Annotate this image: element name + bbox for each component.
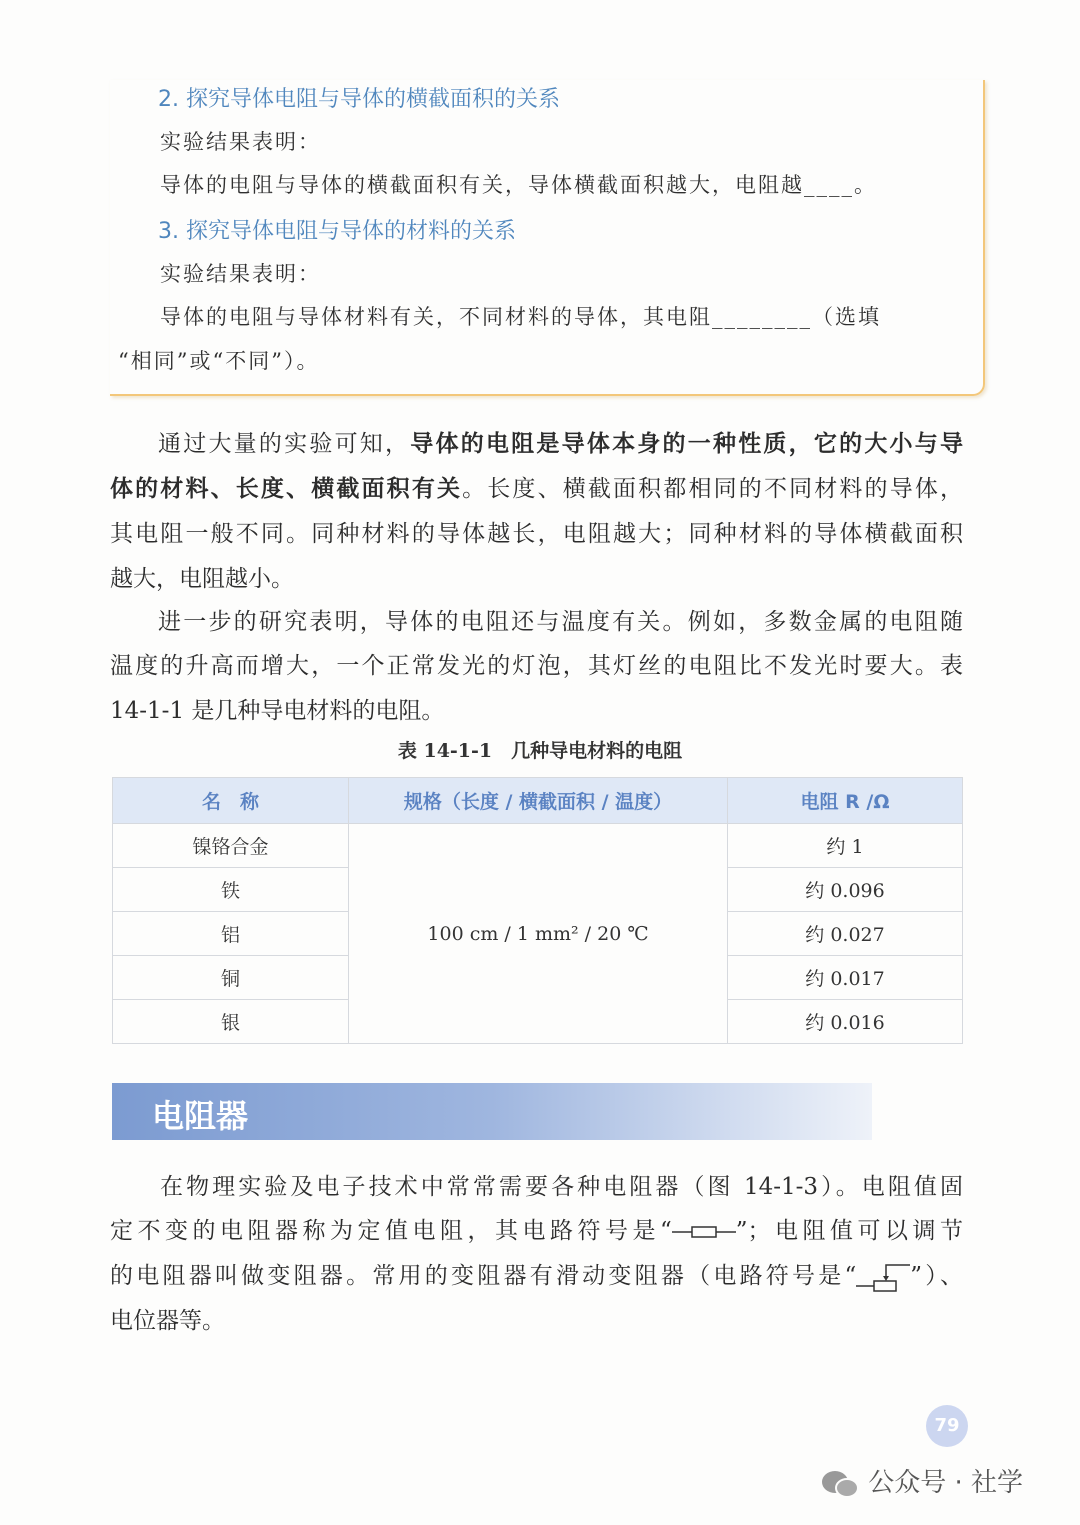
text: 。长度、横截面积都相同的不同材料的导体， — [462, 476, 964, 502]
para2-line: 温度的升高而增大，一个正常发光的灯泡，其灯丝的电阻比不发光时要大。表 — [110, 653, 963, 679]
para1-line: 其电阻一般不同。同种材料的导体越长，电阻越大；同种材料的导体横截面积 — [110, 521, 963, 547]
watermark-text: 公众号 · 社学 — [868, 1468, 1024, 1498]
watermark — [820, 1462, 1023, 1499]
para3-line — [110, 1257, 963, 1292]
text: ”；电阻值可以调节 — [735, 1218, 964, 1244]
bold-text: 导体的电阻是导体本身的一种性质，它的大小与导 — [410, 430, 964, 457]
para1-line — [110, 470, 963, 503]
section-title: 电阻器 — [152, 1097, 249, 1135]
resistance-value: 约 0.016 — [728, 1000, 963, 1044]
resistance-value: 约 0.017 — [728, 956, 963, 1000]
table-row — [113, 824, 963, 868]
text: ”）、 — [910, 1263, 963, 1289]
table-caption: 表 14-1-1 几种导电材料的电阻 — [397, 740, 683, 762]
material-name: 铜 — [113, 956, 349, 1000]
header-spec: 规格（长度 / 横截面积 / 温度） — [349, 778, 728, 824]
material-conclusion: 导体的电阻与导体材料有关，不同材料的导体，其电阻________（选填 — [160, 305, 881, 329]
material-name: 铝 — [113, 912, 349, 956]
header-name: 名 称 — [113, 778, 349, 824]
para2-line: 14-1-1 是几种导电材料的电阻。 — [110, 698, 445, 724]
resistance-table — [112, 777, 963, 1044]
resistance-value: 约 1 — [728, 824, 963, 868]
para3-line: 电位器等。 — [110, 1308, 225, 1334]
material-name: 银 — [113, 1000, 349, 1044]
spec-cell: 100 cm / 1 mm² / 20 ℃ — [349, 824, 728, 1044]
para1-line: 越大，电阻越小。 — [110, 566, 294, 592]
text: 定不变的电阻器称为定值电阻，其电路符号是“ — [110, 1218, 672, 1244]
result-label: 实验结果表明： — [160, 262, 321, 286]
para3-line — [110, 1212, 963, 1245]
rheostat-symbol-icon — [856, 1262, 910, 1292]
cross-section-conclusion: 导体的电阻与导体的横截面积有关，导体横截面积越大，电阻越____。 — [160, 173, 877, 197]
fixed-resistor-symbol-icon — [672, 1225, 736, 1239]
material-conclusion-cont: “相同”或“不同”）。 — [118, 349, 320, 373]
table-header-row — [113, 778, 963, 824]
resistance-value: 约 0.096 — [728, 868, 963, 912]
bold-text: 体的材料、长度、横截面积有关 — [110, 475, 463, 502]
result-label: 实验结果表明： — [160, 130, 321, 154]
wechat-icon — [820, 1469, 860, 1499]
heading-material: 3. 探究导体电阻与导体的材料的关系 — [158, 219, 516, 244]
section-banner — [112, 1083, 872, 1140]
para1-line — [110, 425, 963, 458]
page-number: 79 — [926, 1405, 968, 1447]
resistance-value: 约 0.027 — [728, 912, 963, 956]
heading-cross-section: 2. 探究导体电阻与导体的横截面积的关系 — [158, 87, 560, 112]
header-resistance: 电阻 R /Ω — [728, 778, 963, 824]
material-name: 镍铬合金 — [113, 824, 349, 868]
para2-line: 进一步的研究表明，导体的电阻还与温度有关。例如，多数金属的电阻随 — [158, 609, 963, 635]
material-name: 铁 — [113, 868, 349, 912]
text: 的电阻器叫做变阻器。常用的变阻器有滑动变阻器（电路符号是“ — [110, 1263, 857, 1289]
para3-line: 在物理实验及电子技术中常常需要各种电阻器（图 14-1-3）。电阻值固 — [160, 1174, 963, 1200]
text: 通过大量的实验可知， — [158, 431, 411, 457]
